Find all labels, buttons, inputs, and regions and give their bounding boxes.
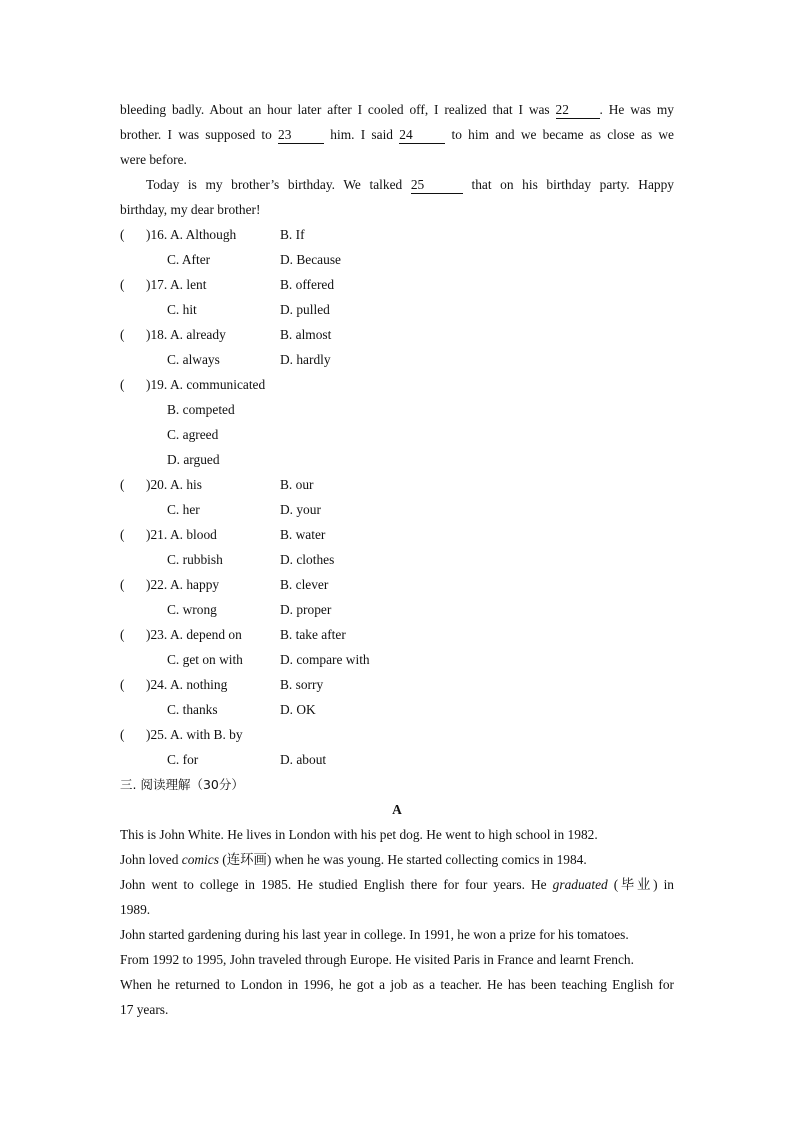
- passage-line: [120, 97, 674, 122]
- option-a: A. nothing: [170, 677, 228, 692]
- option-b: B. water: [280, 527, 326, 542]
- reading-text: John started gardening during his last year in college. In 1991, he won a prize for his tomatoes.: [120, 927, 629, 942]
- question-row: [120, 672, 674, 697]
- passage-text: Today is my brother’s birthday. We talked: [146, 177, 403, 192]
- option-d: D. your: [280, 502, 321, 517]
- answer-paren[interactable]: (: [120, 227, 125, 242]
- option-a: A. lent: [170, 277, 207, 292]
- reading-emphasis: comics: [181, 852, 219, 867]
- option-c: C. wrong: [167, 602, 217, 617]
- question-row: [120, 322, 674, 347]
- answer-paren[interactable]: (: [120, 677, 125, 692]
- reading-line: [120, 922, 674, 947]
- answer-paren[interactable]: (: [120, 277, 125, 292]
- question-number: )21.: [146, 527, 168, 542]
- question-options-row: [120, 422, 674, 447]
- question-number: )22.: [146, 577, 168, 592]
- question-row: [120, 372, 674, 397]
- option-d: D. about: [280, 752, 327, 767]
- reading-line: [120, 872, 674, 897]
- option-d: D. compare with: [280, 652, 370, 667]
- answer-blank: 25: [411, 177, 463, 194]
- question-row: [120, 272, 674, 297]
- option-b: B. almost: [280, 327, 332, 342]
- option-a: A. Although: [170, 227, 237, 242]
- option-c: C. always: [167, 352, 220, 367]
- answer-paren[interactable]: (: [120, 477, 125, 492]
- option-b: B. sorry: [280, 677, 324, 692]
- answer-paren[interactable]: (: [120, 577, 125, 592]
- question-number: )20.: [146, 477, 168, 492]
- question-number: )18.: [146, 327, 168, 342]
- section-heading: 三. 阅读理解（30分）: [120, 777, 244, 792]
- option-b: B. offered: [280, 277, 335, 292]
- option-c: C. for: [167, 752, 199, 767]
- reading-text: From 1992 to 1995, John traveled through Europe. He visited Paris in France and learnt French.: [120, 952, 634, 967]
- question-row: [120, 222, 674, 247]
- question-options-row: [120, 247, 674, 272]
- reading-emphasis: graduated: [552, 877, 608, 892]
- reading-line: [120, 847, 674, 872]
- question-options-row: [120, 547, 674, 572]
- option-d: D. hardly: [280, 352, 331, 367]
- document-page: [120, 97, 674, 1022]
- passage-line: [120, 172, 674, 197]
- question-number: )17.: [146, 277, 168, 292]
- passage-text: that on his birthday party. Happy: [471, 177, 674, 192]
- option-c: C. hit: [167, 302, 197, 317]
- question-options-row: [120, 397, 674, 422]
- reading-text: John loved: [120, 852, 182, 867]
- reading-text: This is John White. He lives in London with his pet dog. He went to high school in 1982.: [120, 827, 598, 842]
- question-number: )16.: [146, 227, 168, 242]
- question-number: )24.: [146, 677, 168, 692]
- question-options-row: [120, 297, 674, 322]
- option-a: A. communicated: [170, 377, 266, 392]
- option-d: D. pulled: [280, 302, 330, 317]
- question-options-row: [120, 447, 674, 472]
- option-c: C. thanks: [167, 702, 218, 717]
- passage-text: to him and we became as close as we: [451, 127, 674, 142]
- question-row: [120, 722, 674, 747]
- option-b: B. clever: [280, 577, 329, 592]
- passage-line: [120, 122, 674, 147]
- part-heading: A: [392, 802, 402, 817]
- reading-text: John went to college in 1985. He studied English there for four years. He: [120, 877, 553, 892]
- answer-paren[interactable]: (: [120, 377, 125, 392]
- option-b: B. take after: [280, 627, 346, 642]
- reading-text: When he returned to London in 1996, he got a job as a teacher. He has been teaching English for: [120, 977, 674, 992]
- option-c: C. her: [167, 502, 200, 517]
- option-a: A. blood: [170, 527, 217, 542]
- reading-line: [120, 972, 674, 997]
- question-number: )19.: [146, 377, 168, 392]
- answer-paren[interactable]: (: [120, 727, 125, 742]
- answer-paren[interactable]: (: [120, 527, 125, 542]
- option-c: C. After: [167, 252, 211, 267]
- question-options-row: [120, 747, 674, 772]
- question-row: [120, 622, 674, 647]
- reading-text: 1989.: [120, 902, 151, 917]
- reading-line: [120, 822, 674, 847]
- answer-paren[interactable]: (: [120, 627, 125, 642]
- reading-line: [120, 897, 674, 922]
- passage-line: [120, 197, 674, 222]
- passage-line: [120, 147, 674, 172]
- answer-blank: 22: [556, 102, 600, 119]
- option-a: A. with B. by: [170, 727, 243, 742]
- option-c: C. agreed: [167, 427, 219, 442]
- question-options-row: [120, 347, 674, 372]
- option-b: B. our: [280, 477, 314, 492]
- option-c: C. get on with: [167, 652, 243, 667]
- answer-paren[interactable]: (: [120, 327, 125, 342]
- question-options-row: [120, 497, 674, 522]
- option-b: B. If: [280, 227, 305, 242]
- option-a: A. depend on: [170, 627, 242, 642]
- passage-text: . He was my: [599, 102, 674, 117]
- question-row: [120, 522, 674, 547]
- answer-blank: 23: [278, 127, 324, 144]
- question-row: [120, 572, 674, 597]
- option-c: C. rubbish: [167, 552, 223, 567]
- option-a: A. his: [170, 477, 202, 492]
- passage-text: brother. I was supposed to: [120, 127, 272, 142]
- answer-blank: 24: [399, 127, 445, 144]
- option-d: D. clothes: [280, 552, 335, 567]
- question-options-row: [120, 647, 674, 672]
- question-options-row: [120, 597, 674, 622]
- option-a: A. happy: [170, 577, 220, 592]
- option-d: D. argued: [167, 452, 220, 467]
- option-b: B. competed: [167, 402, 235, 417]
- option-d: D. Because: [280, 252, 341, 267]
- reading-line: [120, 947, 674, 972]
- reading-text: 17 years.: [120, 1002, 169, 1017]
- question-options-row: [120, 697, 674, 722]
- reading-text: (连环画) when he was young. He started collecting comics in 1984.: [218, 852, 587, 867]
- option-d: D. proper: [280, 602, 332, 617]
- passage-text: bleeding badly. About an hour later after I cooled off, I realized that I was: [120, 102, 550, 117]
- question-number: )23.: [146, 627, 168, 642]
- question-number: )25.: [146, 727, 168, 742]
- reading-line: [120, 997, 674, 1022]
- option-a: A. already: [170, 327, 226, 342]
- passage-text: were before.: [120, 152, 187, 167]
- reading-text: (毕业) in: [607, 877, 674, 892]
- option-d: D. OK: [280, 702, 316, 717]
- passage-text: birthday, my dear brother!: [120, 202, 261, 217]
- passage-text: him. I said: [330, 127, 393, 142]
- question-row: [120, 472, 674, 497]
